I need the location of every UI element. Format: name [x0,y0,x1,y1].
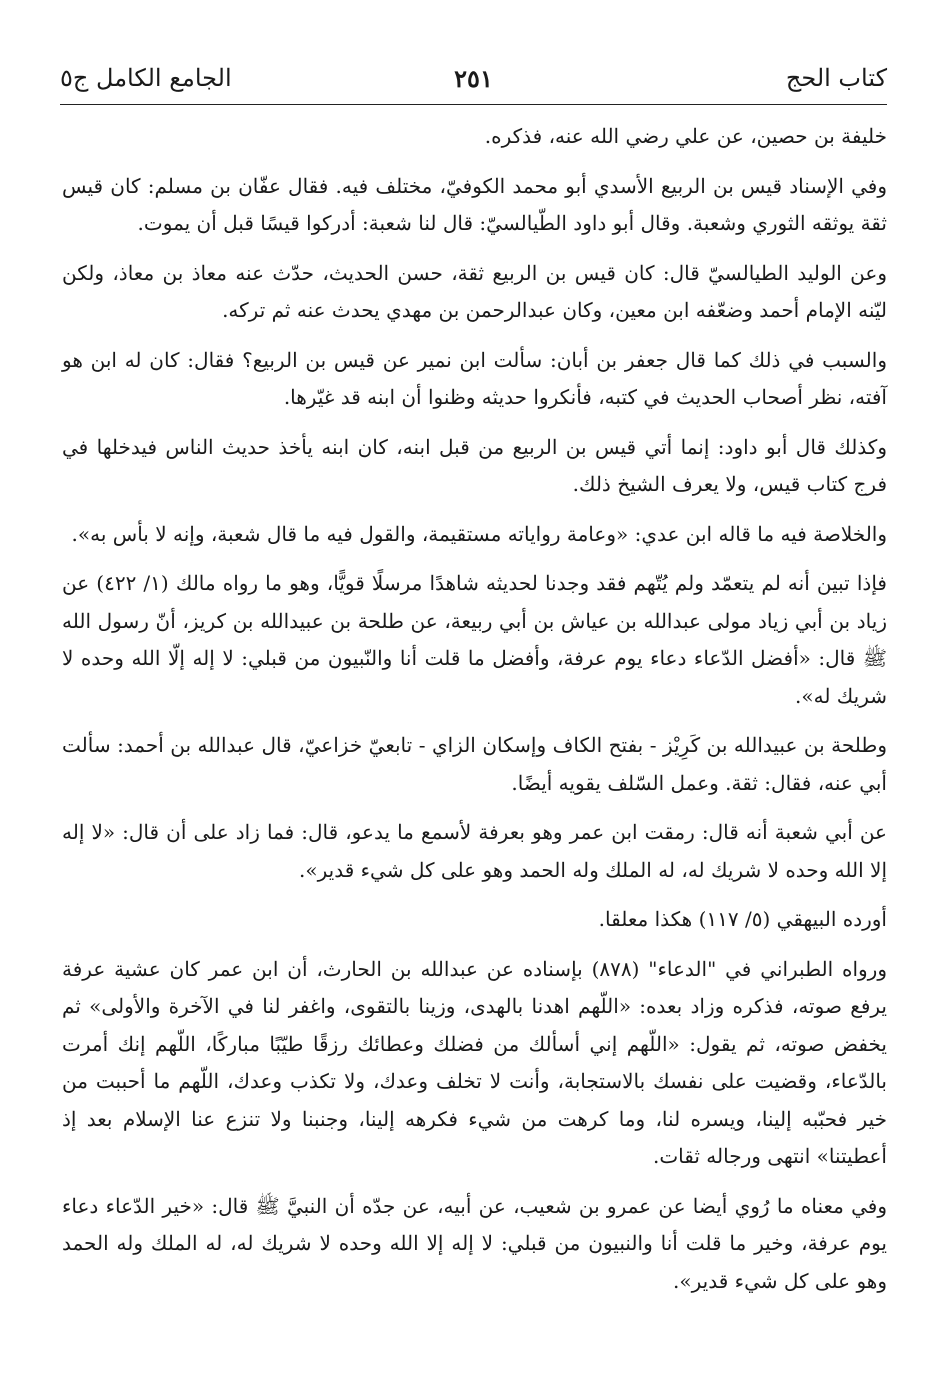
running-header [60,58,887,98]
paragraph: فإذا تبين أنه لم يتعمّد ولم يُتّهم فقد وجدنا لحديثه شاهدًا مرسلًا قويًّا، وهو ما رواه مالك (١/ ٤٢٢) عن زياد بن أبي زياد مولى عبدالله بن عياش بن أبي ربيعة، عن طلحة بن عبيدالله بن كريز، أنّ رسول الله ﷺ قال: «أفضل الدّعاء دعاء يوم عرفة، وأفضل ما قلت أنا والنّبيون من قبلي: لا إله إلّا الله وحده لا شريك له». [62,571,887,708]
paragraph: خليفة بن حصين، عن علي رضي الله عنه، فذكره. [484,124,887,148]
paragraph: وفي معناه ما رُوي أيضا عن عمرو بن شعيب، عن أبيه، عن جدّه أن النبيَّ ﷺ قال: «خير الدّعاء دعاء يوم عرفة، وخير ما قلت أنا والنبيون من قبلي: لا إله إلا الله وحده لا شريك له، له الملك وله الحمد وهو على كل شيء قدير». [62,1193,887,1293]
paragraph: عن أبي شعبة أنه قال: رمقت ابن عمر وهو بعرفة لأسمع ما يدعو، قال: فما زاد على أن قال: «لا إله إلا الله وحده لا شريك له، له الملك وله الحمد وهو على كل شيء قدير». [62,820,887,882]
paragraph: والسبب في ذلك كما قال جعفر بن أبان: سألت ابن نمير عن قيس بن الربيع؟ فقال: كان له ابن هو آفته، نظر أصحاب الحديث في كتبه، فأنكروا حديثه وظنوا أن ابنه قد غيّرها. [62,347,887,409]
paragraph: وعن الوليد الطيالسيّ قال: كان قيس بن الربيع ثقة، حسن الحديث، حدّث عنه معاذ بن معاذ، ولكن ليّنه الإمام أحمد وضعّفه ابن معين، وكان عبدالرحمن بن مهدي يحدث عنه ثم تركه. [62,260,887,322]
page-number: ٢٥١ [454,63,493,93]
chapter-title: كتاب الحج [785,64,887,92]
paragraph: ورواه الطبراني في "الدعاء" (٨٧٨) بإسناده عن عبدالله بن الحارث، أن ابن عمر كان عشية عرفة يرفع صوته، فذكره وزاد بعده: «اللّهم اهدنا بالهدى، وزينا بالتقوى، واغفر لنا في الآخرة والأولى» ثم يخفض صوته، ثم يقول: «اللّهم إني أسألك من فضلك وعطائك رزقًا طيّبًا مباركًا، اللّهم إنك أمرت بالدّعاء، وقضيت على نفسك بالاستجابة، وأنت لا تخلف وعدك، ولا تكذب وعدك، اللّهم ما أحببت من خير فحبّبه إلينا، ويسره لنا، وما كرهت من شيء فكرهه إلينا، وجنبنا ولا تنزع عنا الإسلام بعد إذ أعطيتنا» انتهى ورجاله ثقات. [62,956,887,1168]
paragraph: وكذلك قال أبو داود: إنما أتي قيس بن الربيع من قبل ابنه، كان ابنه يأخذ حديث الناس فيدخلها في فرج كتاب قيس، ولا يعرف الشيخ ذلك. [62,434,887,496]
main-text [62,118,887,1312]
paragraph: وطلحة بن عبيدالله بن كَرِيْز - بفتح الكاف وإسكان الزاي - تابعيّ خزاعيّ، قال عبدالله بن أحمد: سألت أبي عنه، فقال: ثقة. وعمل السّلف يقويه أيضًا. [62,733,887,795]
paragraph: وفي الإسناد قيس بن الربيع الأسدي أبو محمد الكوفيّ، مختلف فيه. فقال عفّان بن مسلم: كان قيس ثقة يوثقه الثوري وشعبة. وقال أبو داود الطّيالسيّ: قال لنا شعبة: أدركوا قيسًا قبل أن يموت. [62,173,887,235]
paragraph: أورده البيهقي (٥/ ١١٧) هكذا معلقا. [598,907,887,931]
header-divider [60,104,887,105]
book-title: الجامع الكامل ج٥ [60,64,232,92]
paragraph: والخلاصة فيه ما قاله ابن عدي: «وعامة رواياته مستقيمة، والقول فيه ما قال شعبة، وإنه لا بأس به». [71,521,887,546]
